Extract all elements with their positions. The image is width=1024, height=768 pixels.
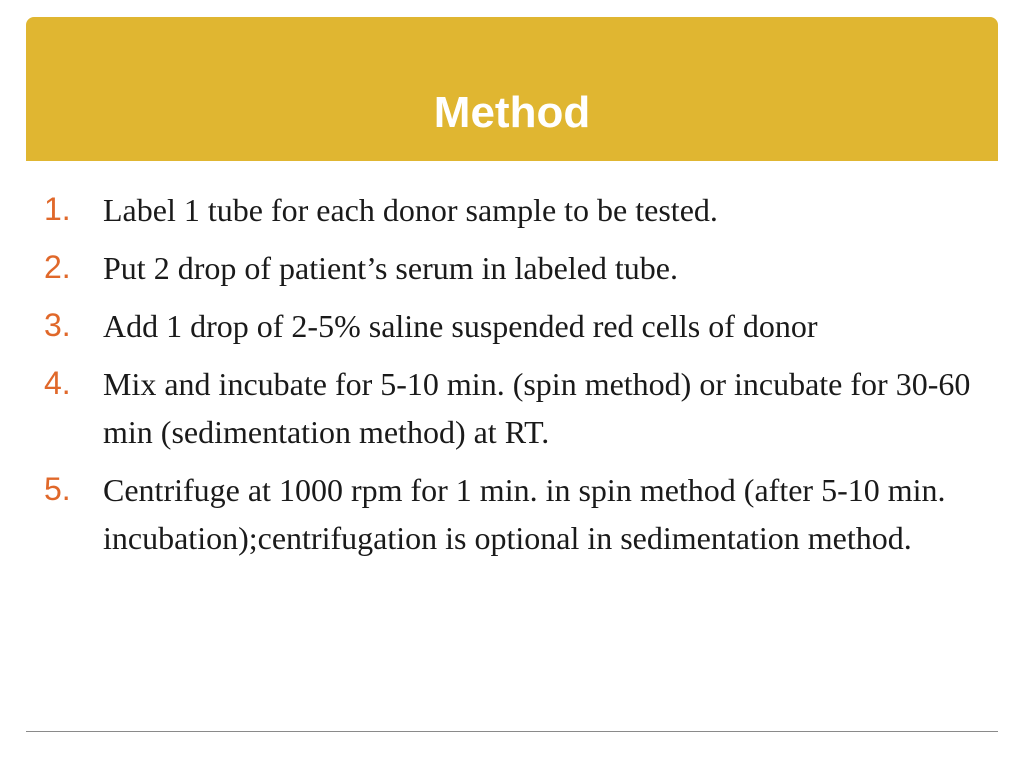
step-text: Add 1 drop of 2-5% saline suspended red cells of donor xyxy=(103,308,818,344)
step-number: 1. xyxy=(44,191,71,227)
list-item xyxy=(44,302,974,350)
step-number: 4. xyxy=(44,365,71,401)
step-text: Mix and incubate for 5-10 min. (spin method) or incubate for 30-60 min (sedimentation method) at RT. xyxy=(103,366,971,450)
list-item xyxy=(44,186,974,234)
step-text: Label 1 tube for each donor sample to be tested. xyxy=(103,192,718,228)
step-number: 2. xyxy=(44,249,71,285)
slide-title: Method xyxy=(433,88,591,137)
step-text: Put 2 drop of patient’s serum in labeled tube. xyxy=(103,250,678,286)
title-bar xyxy=(26,17,998,161)
step-number: 5. xyxy=(44,471,71,507)
bottom-divider xyxy=(26,731,998,732)
method-steps-list xyxy=(44,186,974,572)
list-item xyxy=(44,466,974,562)
step-number: 3. xyxy=(44,307,71,343)
step-text: Centrifuge at 1000 rpm for 1 min. in spin method (after 5-10 min. incubation);centrifugation is optional in sedimentation method. xyxy=(103,472,946,556)
list-item xyxy=(44,244,974,292)
list-item xyxy=(44,360,974,456)
